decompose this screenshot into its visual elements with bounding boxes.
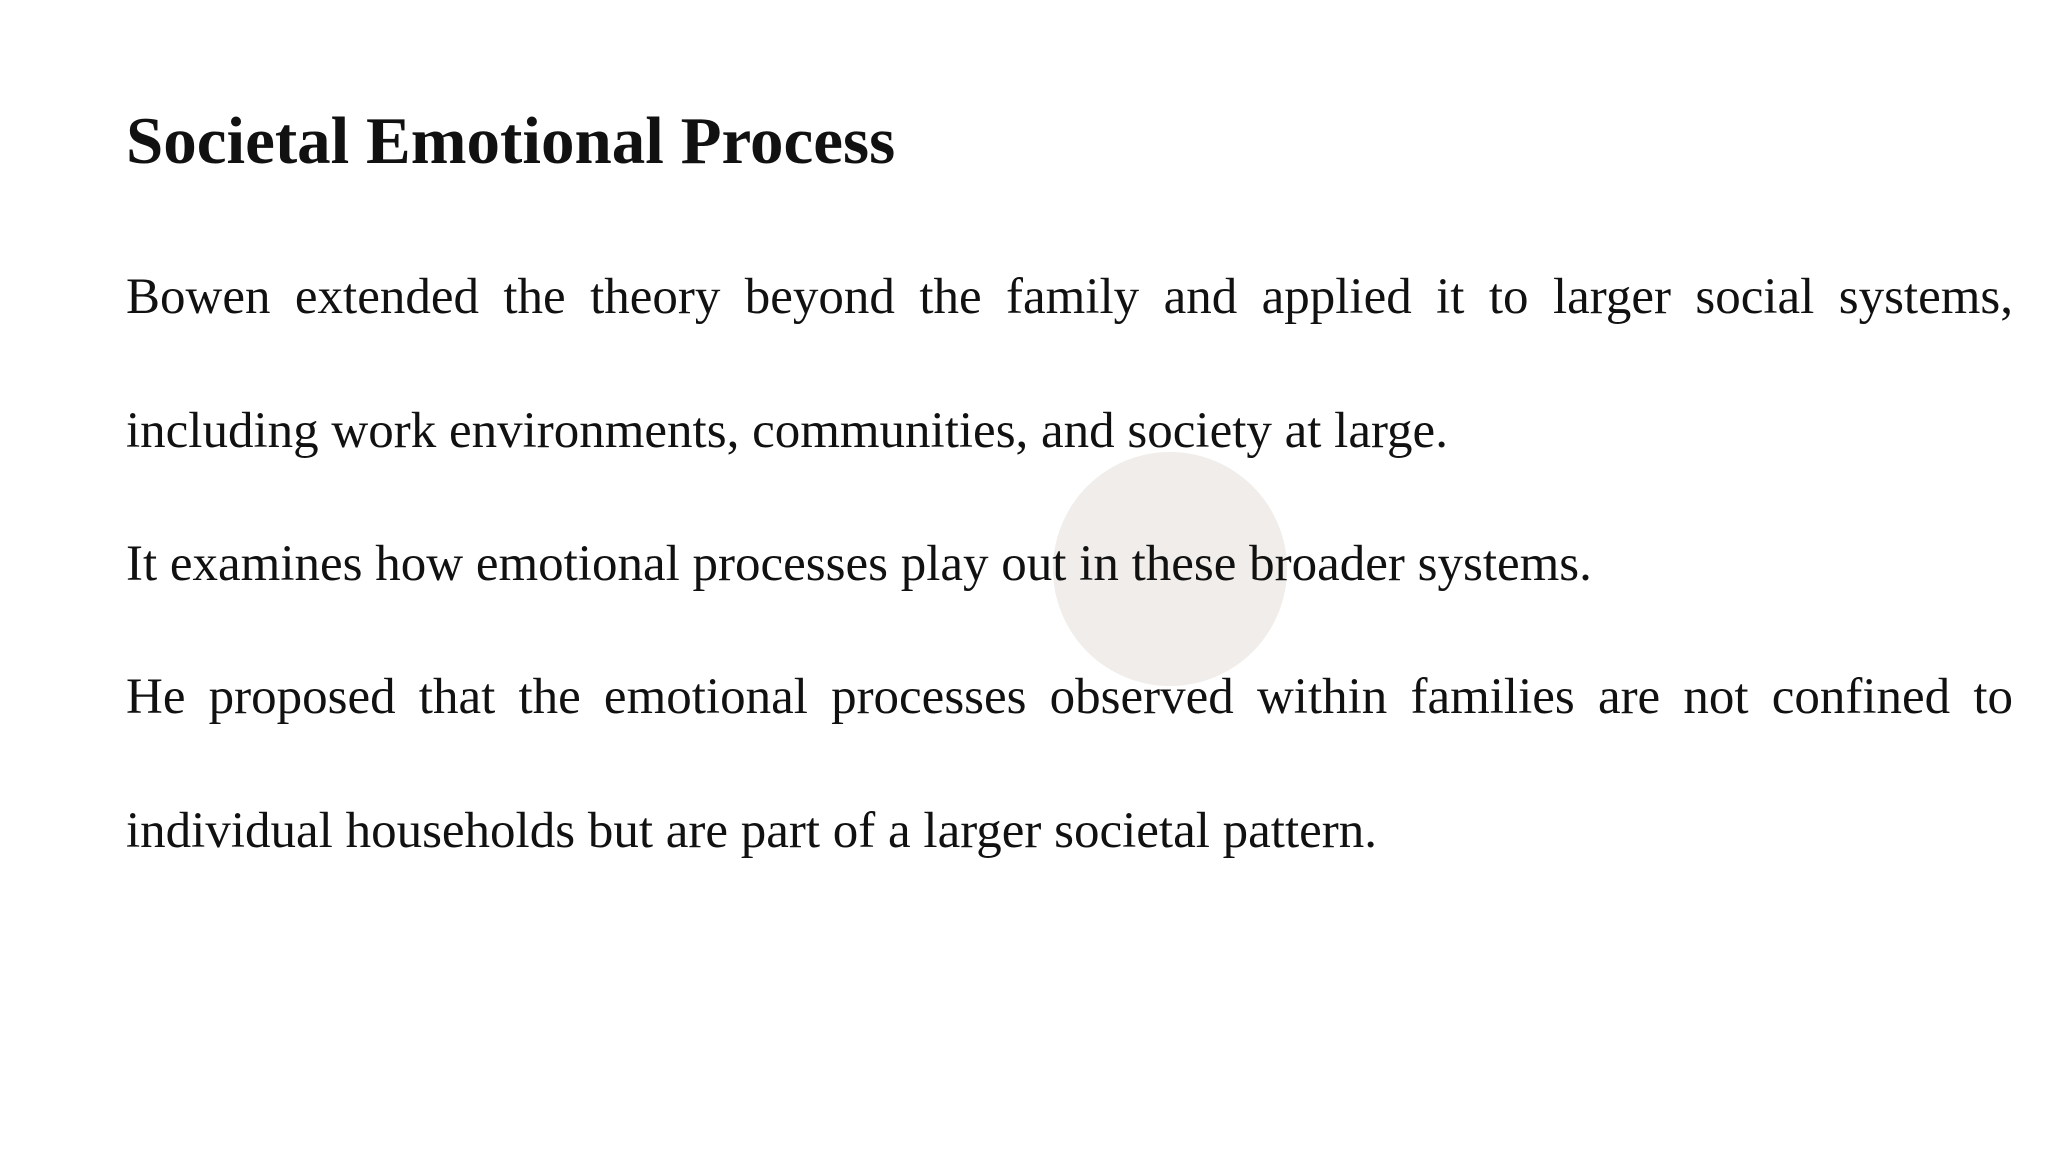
paragraph-2: It examines how emotional processes play out in these broader systems. <box>126 536 1592 592</box>
paragraph-1: Bowen extended the theory beyond the family and applied it to larger social systems, including work environments, communities, and society at large. <box>126 269 2013 459</box>
paragraph-3: He proposed that the emotional processes observed within families are not confined to individual households but are part of a larger societal pattern. <box>126 669 2013 859</box>
slide-title: Societal Emotional Process <box>126 104 896 178</box>
